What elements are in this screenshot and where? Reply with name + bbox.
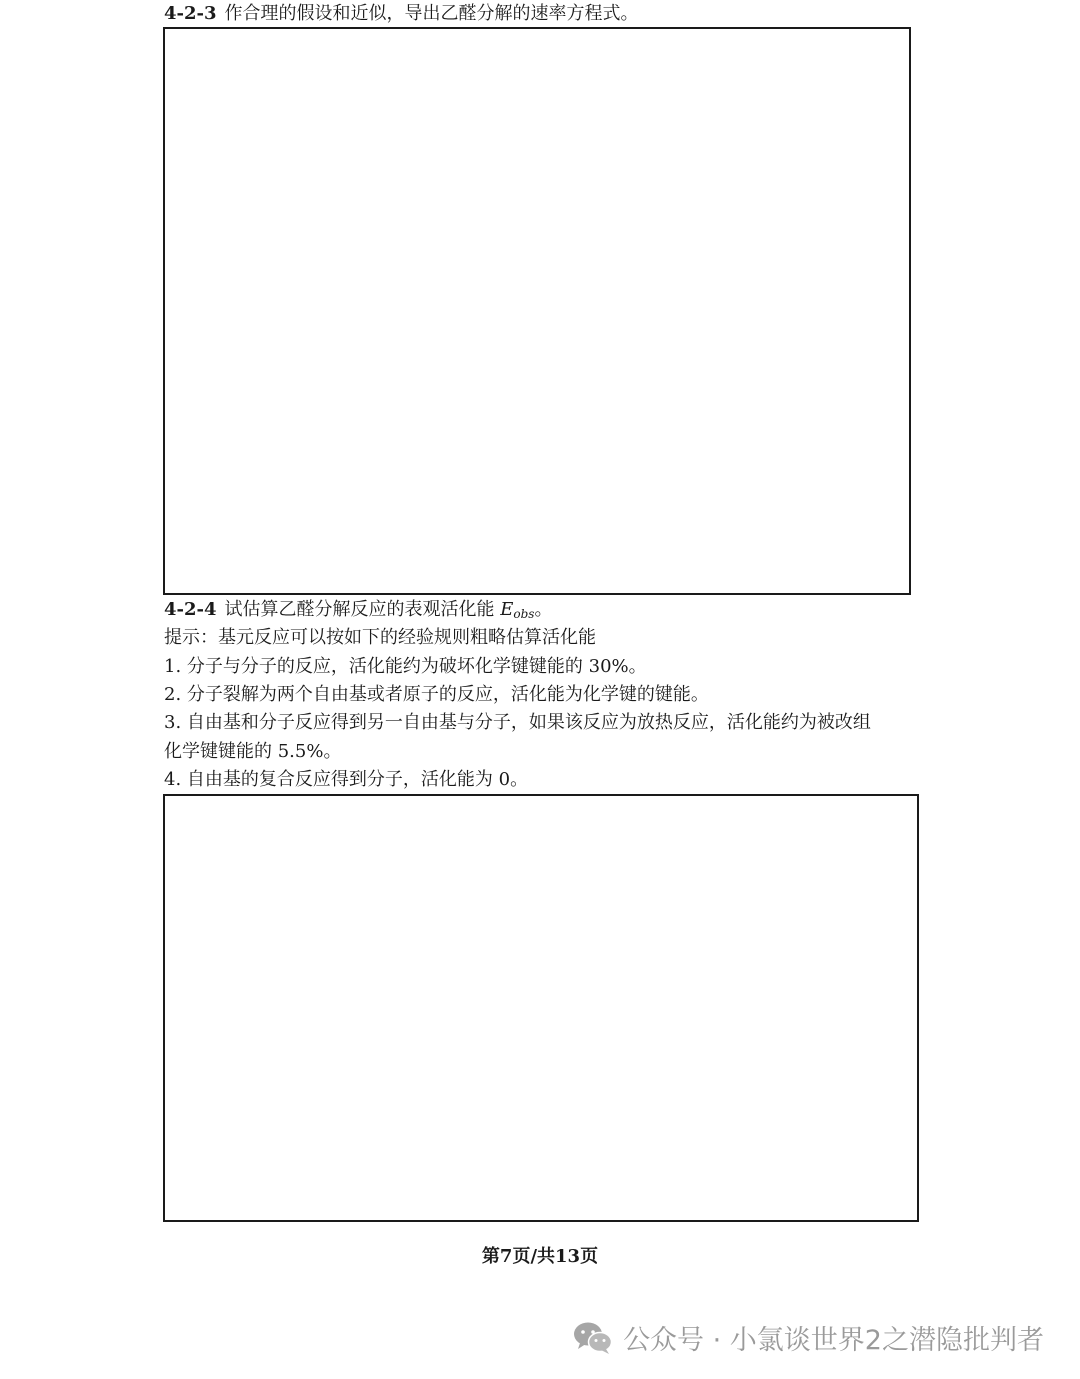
question-text: 试估算乙醛分解反应的表观活化能 [224, 599, 495, 620]
watermark [573, 1318, 1044, 1357]
rule-item-3: 3. 自由基和分子反应得到另一自由基与分子，如果该反应为放热反应，活化能约为被改组 [164, 712, 871, 733]
activation-energy-subscript: obs [513, 607, 535, 621]
question-number: 4-2-4 [164, 599, 217, 620]
rule-item-2: 2. 分子裂解为两个自由基或者原子的反应，活化能为化学键的键能。 [164, 684, 709, 705]
wechat-icon [573, 1321, 613, 1355]
rule-item-4: 4. 自由基的复合反应得到分子，活化能为 0。 [164, 769, 529, 790]
answer-box-4-2-3[interactable] [163, 27, 911, 595]
question-4-2-3 [164, 2, 639, 26]
activation-energy-symbol: E [500, 599, 514, 620]
answer-box-4-2-4[interactable] [163, 794, 919, 1222]
question-number: 4-2-3 [164, 3, 217, 24]
hint-text: 提示：基元反应可以按如下的经验规则粗略估算活化能 [164, 627, 596, 648]
question-end: 。 [534, 599, 553, 620]
watermark-text: 公众号 · 小氯谈世界2之潜隐批判者 [623, 1325, 1044, 1356]
page-number: 第7页/共13页 [481, 1246, 599, 1267]
rule-item-3-continued: 化学键键能的 5.5%。 [164, 741, 342, 762]
question-text: 作合理的假设和近似，导出乙醛分解的速率方程式。 [224, 3, 639, 24]
question-4-2-4 [164, 598, 552, 626]
rule-item-1: 1. 分子与分子的反应，活化能约为破坏化学键键能的 30%。 [164, 656, 647, 677]
